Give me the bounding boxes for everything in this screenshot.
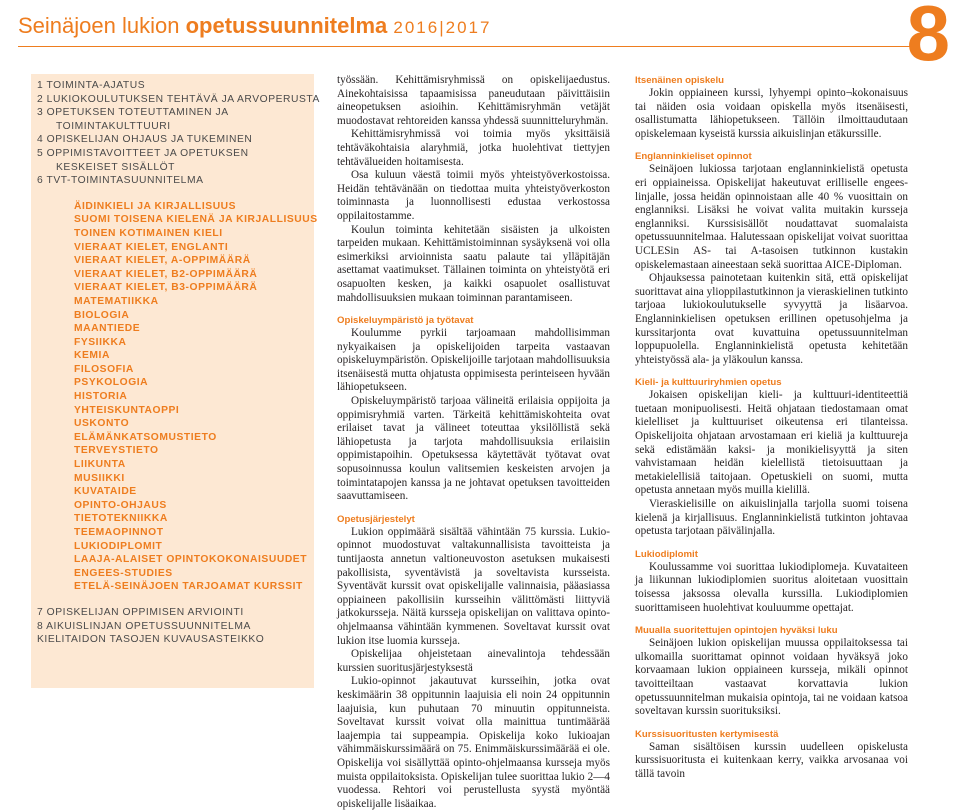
- toc-subject-item[interactable]: VIERAAT KIELET, B3-OPPIMÄÄRÄ: [74, 282, 258, 294]
- toc-subject-item[interactable]: ETELÄ-SEINÄJOEN TARJOAMAT KURSSIT: [74, 581, 303, 593]
- toc-item-kielitaito[interactable]: KIELITAIDON TASOJEN KUVAUSASTEIKKO: [37, 634, 265, 646]
- paragraph: Vieraskielisille on aikuislinjalla tarjolla suomi toisena kielenä ja kirjallisuus. Englanninkielistä tutkinton johtavaa opetusta tarjotaan päivälinjalla.: [635, 498, 908, 538]
- paragraph: Koulussamme voi suorittaa lukiodiplomeja. Kuvataiteen ja liikunnan lukiodiplomien suoritus aloitetaan vuosittain toisessa jaksossa olevalla kurssilla. Lukiodiplomien suorittamiseen huolehtivat kouluumme opettajat.: [635, 560, 908, 614]
- toc-main-list: [31, 74, 320, 188]
- toc-subject-item[interactable]: TERVEYSTIETO: [74, 445, 159, 457]
- section-heading: Muualla suoritettujen opintojen hyväksi luku: [635, 625, 838, 637]
- toc-subject-item[interactable]: VIERAAT KIELET, A-OPPIMÄÄRÄ: [74, 255, 251, 267]
- paragraph: Jokin oppiaineen kurssi, lyhyempi opinto¬kokonaisuus tai näiden osia voidaan opiskella myös itsenäisesti, osallistumatta lähiopetukseen. Tällöin ilmoittaudutaan opiskelemaan kyseistä kurssia aikuislinjan etäkurssille.: [635, 87, 908, 140]
- section-heading: Itsenäinen opiskelu: [635, 75, 725, 86]
- toc-bottom-list: [31, 594, 314, 647]
- paragraph: Osa kuluun väestä toimii myös yhteistyöverkostoissa. Heidän tehtävänään on tiedottaa muita yhteistyöverkoston toiminnasta ja luonnollisesti edustaa verkostossa oppilaitostamme.: [337, 169, 610, 222]
- toc-subject-item[interactable]: ENGEES-STUDIES: [74, 567, 173, 579]
- paragraph: työssään. Kehittämisryhmissä on opiskelijaedustus. Ainekohtaisissa tapaamisissa paneudutaan päivittäisiin aineopetuksen asioihin. Kehittämisryhmän vetäjät muodostavat rehtoreiden kanssa yhdessä suunnitteluryhmän.: [337, 74, 610, 127]
- toc-subject-item[interactable]: LIIKUNTA: [74, 459, 126, 471]
- toc-subject-item[interactable]: HISTORIA: [74, 391, 128, 403]
- header-rule: [18, 46, 912, 47]
- section-heading: Kieli- ja kulttuuriryhmien opetus: [635, 377, 782, 389]
- toc-subject-item[interactable]: OPINTO-OHJAUS: [74, 499, 167, 511]
- toc-subject-item[interactable]: LAAJA-ALAISET OPINTOKOKONAISUUDET: [74, 554, 308, 566]
- toc-item-toiminta-ajatus[interactable]: 1 TOIMINTA-AJATUS: [37, 80, 146, 91]
- toc-item-aikuislinja[interactable]: 8 AIKUISLINJAN OPETUSSUUNNITELMA: [37, 620, 251, 632]
- toc-item-tvt-suunnitelma[interactable]: 6 TVT-TOIMINTASUUNNITELMA: [37, 175, 204, 187]
- toc-subject-item[interactable]: TOINEN KOTIMAINEN KIELI: [74, 227, 223, 239]
- section-heading: Englanninkieliset opinnot: [635, 151, 752, 163]
- toc-subject-item[interactable]: KUVATAIDE: [74, 486, 137, 498]
- paragraph: Opiskelijaa ohjeistetaan ainevalintoja tehdessään kurssien suoritusjärjestyksestä: [337, 648, 610, 674]
- toc-subject-item[interactable]: MUSIIKKI: [74, 472, 125, 484]
- toc-subject-item[interactable]: TEEMAOPINNOT: [74, 527, 164, 538]
- toc-item-tehtava-arvoperusta[interactable]: 2 LUKIOKOULUTUKSEN TEHTÄVÄ JA ARVOPERUSTA: [37, 93, 320, 105]
- paragraph: Koulun toiminta kehitetään sisäisten ja ulkoisten tarpeiden mukaan. Kehittämistoiminnan sysäyksenä voi olla esimerkiksi arvioinnista saatu palaute tai ylläpitäjän asettamat vaatimukset. Tällainen toiminta on yhteistyötä eri osapuolten kesken, ja kaikki osapuolet osallistuvat mahdollisuuksien mukaan toiminnan parantamiseen.: [337, 223, 610, 304]
- toc-subject-list: [31, 188, 318, 594]
- toc-item-arviointi[interactable]: 7 OPISKELIJAN OPPIMISEN ARVIOINTI: [37, 606, 244, 618]
- toc-subject-item[interactable]: VIERAAT KIELET, B2-OPPIMÄÄRÄ: [74, 268, 258, 280]
- toc-subject-item[interactable]: YHTEISKUNTAOPPI: [74, 404, 180, 416]
- toc-subject-item[interactable]: TIETOTEKNIIKKA: [74, 513, 168, 525]
- paragraph: Lukio-opinnot jakautuvat kursseihin, jotka ovat keskimäärin 38 oppitunnin laajuisia eli noin 24 oppitunnin laajuisia, kun puhutaan 70 minuutin oppitunneista. Soveltavat kurssit voivat olla mainittua tuntimäärää laajempia tai suppeampia. Opiskelija koko lukioajan vähimmäiskurssimäärä on 75. Enimmäiskurssimäärää ei ole. Opiskelija voi sisällyttää opinto-ohjelmaansa kursseja myös muista oppilaitoksista. Opiskelijan tulee suorittaa lukio 2—4 vuodessa. Rehtori voi perustellusta syystä myöntää opiskelijalle lisäaikaa.: [337, 675, 610, 810]
- toc-subject-item[interactable]: FILOSOFIA: [74, 363, 134, 375]
- toc-item-ohjaus-tukeminen[interactable]: 4 OPISKELIJAN OHJAUS JA TUKEMINEN: [37, 134, 253, 146]
- toc-subject-item[interactable]: SUOMI TOISENA KIELENÄ JA KIRJALLISUUS: [74, 214, 318, 226]
- section-heading: Opetusjärjestelyt: [337, 513, 415, 525]
- paragraph: Opiskeluympäristö tarjoaa välineitä erilaisia oppijoita ja oppimisryhmiä varten. Tärkeitä kehittämiskohteita ovat erilaiset tavat ja välineet toteuttaa yksilöllistä sekä lähiopetusta ja tarjota mahdollisuuksia erilaisiin oppimistapoihin. Opetuksessa käytettävät työtavat ovat sopusoinnussa koulun valitsemien keskeisten arvojen ja toimintatapojen kanssa ja ne johtavat opetuksen tavoitteiden saavuttamiseen.: [337, 395, 610, 503]
- paragraph: Ohjauksessa painotetaan kuitenkin sitä, että opiskelijat suorittavat aina ylioppilastutkinnon ja vieraskielinen tutkinto tarjoaa lukiokoulutukselle syvyyttä ja lisäarvoa. Englanninkielisen opetuksen erillinen opetusohjelma ja kurssitarjonta ovat kuvattuina opetussuunnitelman loppupuolella. Englanninkielistä opetusta kehitetään yhteistyössä ala- ja yläkoulun kanssa.: [635, 272, 908, 366]
- paragraph: Kehittämisryhmissä voi toimia myös yksittäisiä tehtäväkohtaisia alaryhmiä, jotka huolehtivat tiettyjen tehtävälueiden hoitamisesta.: [337, 128, 610, 168]
- section-heading: Kurssisuoritusten kertymisestä: [635, 728, 779, 740]
- text-column-right: [635, 74, 908, 782]
- toc-item-opetuksen-toteuttaminen[interactable]: 3 OPETUKSEN TOTEUTTAMINEN JA: [37, 107, 229, 119]
- toc-subject-item[interactable]: FYSIIKKA: [74, 336, 127, 348]
- toc-subject-item[interactable]: KEMIA: [74, 350, 110, 362]
- page-header-title: [18, 13, 491, 39]
- paragraph: Koulumme pyrkii tarjoamaan mahdollisimman nykyaikaisen ja opiskelijoiden tarpeita vastaavan opiskeluympäristön. Opiskelijoille tarjotaan mahdollisuuksia itsenäisestä mutta ohjatusta oppimisesta perinteiseen hyvään lähiopetukseen.: [337, 327, 610, 394]
- chapter-number: 8: [906, 0, 950, 77]
- header-title-curriculum: opetussuunnitelma: [185, 13, 388, 38]
- toc-item-keskeiset-sisallot[interactable]: KESKEISET SISÄLLÖT: [56, 161, 176, 173]
- toc-subject-item[interactable]: LUKIODIPLOMIT: [74, 540, 163, 552]
- toc-subject-item[interactable]: PSYKOLOGIA: [74, 377, 149, 389]
- paragraph: Seinäjoen lukion opiskelijan muussa oppilaitoksessa tai ulkomailla suorittamat opinnot voidaan hyväksyä joko korvaamaan lukion oppiaineen kursseja, mikäli opinnot tavoitteiltaan vastaavat korvattavia lukion opetussuunnitelman mukaisia opintoja, tai ne voidaan katsoa soveltavan kurssin suorituksiksi.: [635, 637, 908, 718]
- header-years: 2016|2017: [393, 18, 492, 37]
- toc-subject-item[interactable]: MAANTIEDE: [74, 323, 141, 335]
- text-column-middle: [337, 74, 610, 811]
- toc-subject-item[interactable]: ÄIDINKIELI JA KIRJALLISUUS: [74, 200, 237, 212]
- toc-item-toimintakulttuuri[interactable]: TOIMINTAKULTTUURI: [56, 120, 171, 132]
- section-heading: Opiskeluympäristö ja työtavat: [337, 315, 474, 327]
- toc-item-oppimistavoitteet[interactable]: 5 OPPIMISTAVOITTEET JA OPETUKSEN: [37, 147, 249, 159]
- section-heading: Lukiodiplomit: [635, 548, 698, 560]
- toc-subject-item[interactable]: VIERAAT KIELET, ENGLANTI: [74, 241, 229, 253]
- toc-subject-item[interactable]: USKONTO: [74, 418, 130, 430]
- toc-subject-item[interactable]: MATEMATIIKKA: [74, 295, 159, 307]
- paragraph: Lukion oppimäärä sisältää vähintään 75 kurssia. Lukio-opinnot muodostuvat valtakunnallisista tavoitteista ja tuntijaosta annetun valtioneuvoston asetuksen mukaisesti pakollisista, syventävistä ja soveltavista kursseista. Syventävät kurssit ovat opiskelijalle valinnaisia, pääasiassa oppiaineen pakollisiin kursseihin välittömästi liittyviä jatkokursseja. Näitä kursseja opiskelijan on valittava opinto-ohjelmaansa vähintään kymmenen. Soveltavat kurssit ovat lukion itse luomia kursseja.: [337, 525, 610, 647]
- toc-subject-item[interactable]: BIOLOGIA: [74, 309, 130, 321]
- table-of-contents: [31, 74, 320, 688]
- toc-subject-item[interactable]: ELÄMÄNKATSOMUSTIETO: [74, 431, 217, 443]
- paragraph: Seinäjoen lukiossa tarjotaan englanninkielistä opetusta eri oppiaineissa. Opiskelijat hakeutuvat erilliselle engees-linjalle, jossa heidän opinnoistaan alle 40 % vuosittain on englanniksi. Lisäksi he voivat valita muitakin kursseja englanniksi. Kurssisisällöt noudattavat suomalaista opetussuunnitelmaa. Halutessaan opiskelijat voivat suorittaa UCLESin AS- tai A-tasoisen tutkinnon kustakin opiskelemastaan aineestaan sekä suorittaa AICE-Diploman.: [635, 163, 908, 271]
- paragraph: Saman sisältöisen kurssin uudelleen opiskelusta kurssisuoritusta ei kuitenkaan kerry, vaikka arvosanaa voi tällä tavoin: [635, 740, 908, 780]
- header-title-school: Seinäjoen lukion: [18, 13, 186, 38]
- paragraph: Jokaisen opiskelijan kieli- ja kulttuuri-identiteettiä tuetaan monipuolisesti. Heitä ohjataan tiedostamaan omat kielelliset ja kulttuuriset oikeutensa eri tilanteissa. Opiskelijoita ohjataan arvostamaan eri kieliä ja kulttuureja sekä edistämään kaksi- ja monikielisyyttä ja siten vahvistamaan heidän kielellistä tietoisuuttaan ja metakielellisiä taitojaan. Opetuskieli on suomi, mutta opetusta annetaan myös muilla kielillä.: [635, 389, 908, 497]
